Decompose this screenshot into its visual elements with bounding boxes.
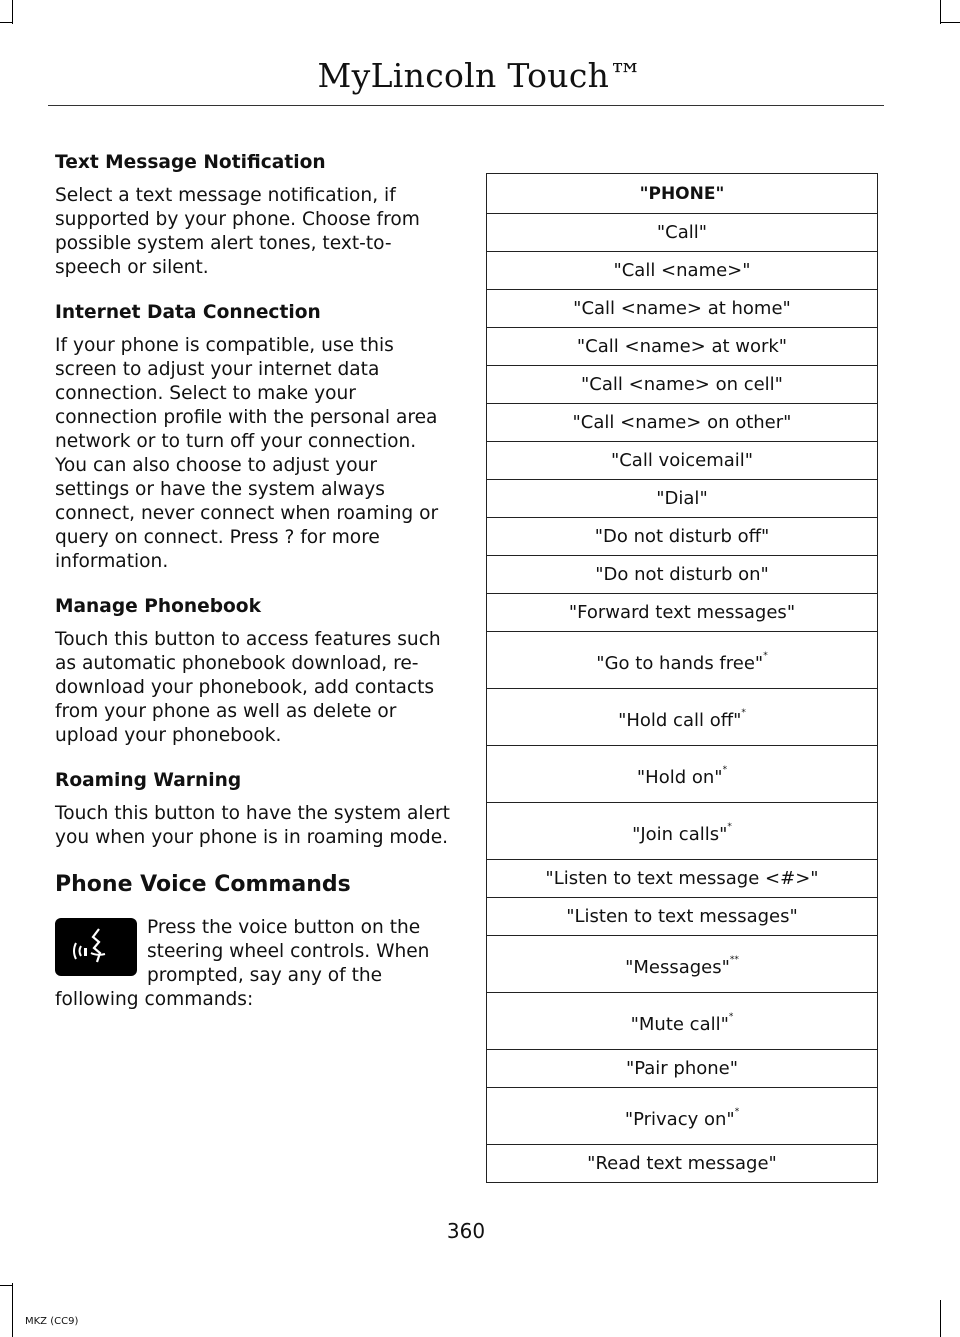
table-row (487, 328, 878, 366)
table-row (487, 518, 878, 556)
command-text: "Dial" (656, 488, 708, 509)
command-text: "Listen to text message <#>" (545, 868, 819, 889)
table-row (487, 594, 878, 632)
crop-mark (941, 22, 960, 23)
command-text: "Do not disturb on" (595, 564, 769, 585)
page-number: 360 (446, 1219, 486, 1243)
command-text: "Hold call off" (618, 709, 742, 731)
table-row (487, 480, 878, 518)
table-row (487, 936, 878, 993)
command-text: "Hold on" (636, 766, 723, 788)
footnote-mark: * (734, 1106, 740, 1117)
table-row (487, 290, 878, 328)
crop-mark (940, 1300, 941, 1337)
table-header: "PHONE" (487, 174, 878, 214)
table-row (487, 993, 878, 1050)
command-cell (487, 1050, 878, 1088)
crop-mark (12, 1283, 13, 1337)
command-cell (487, 290, 878, 328)
section-text: Select a text message notification, if supported by your phone. Choose from possible system alert tones, text-to-speech or silent. (55, 185, 420, 278)
footnote-mark: * (722, 764, 728, 775)
command-cell (487, 898, 878, 936)
command-cell (487, 480, 878, 518)
header-rule (48, 105, 884, 106)
table-row (487, 252, 878, 290)
command-text: "Call <name> on other" (572, 412, 792, 433)
table-row (487, 442, 878, 480)
command-text: "Call <name> at home" (573, 298, 791, 319)
voice-instructions (55, 916, 450, 1012)
phone-commands-table (486, 173, 878, 1183)
command-text: "Listen to text messages" (566, 906, 798, 927)
voice-command-icon (55, 918, 137, 976)
footnote-mark: * (741, 707, 746, 718)
table-row (487, 803, 878, 860)
table-row (487, 689, 878, 746)
command-cell (487, 993, 878, 1050)
footnote-mark: * (728, 1011, 734, 1022)
section-text: Touch this button to have the system alert you when your phone is in roaming mode. (55, 803, 450, 848)
page-title: MyLincoln Touch™ (317, 56, 643, 95)
command-cell (487, 689, 878, 746)
command-text: "Privacy on" (624, 1108, 735, 1130)
command-cell (487, 803, 878, 860)
command-text: "Call voicemail" (610, 450, 754, 471)
command-text: "Pair phone" (625, 1058, 739, 1079)
table-row (487, 1088, 878, 1145)
table-row (487, 404, 878, 442)
command-cell (487, 936, 878, 993)
voice-instructions-text: Press the voice button on the steering wheel controls. When prompted, say any of the following commands: (55, 917, 430, 1010)
command-cell (487, 518, 878, 556)
command-text: "Go to hands free" (596, 652, 764, 674)
table-row (487, 1145, 878, 1183)
command-cell (487, 556, 878, 594)
footer-model: MKZ (CC9) (25, 1316, 79, 1327)
section-heading: Internet Data Connection (55, 302, 321, 323)
command-cell (487, 328, 878, 366)
command-text: "Call <name> at work" (576, 336, 788, 357)
table-row (487, 860, 878, 898)
footnote-mark: * (727, 821, 732, 832)
table-row (487, 632, 878, 689)
command-cell (487, 404, 878, 442)
command-text: "Join calls" (632, 823, 728, 845)
command-cell (487, 594, 878, 632)
table-row (487, 366, 878, 404)
footnote-mark: ** (729, 954, 739, 965)
command-cell (487, 214, 878, 252)
command-cell (487, 1145, 878, 1183)
table-row (487, 556, 878, 594)
command-cell (487, 252, 878, 290)
command-text: "Messages" (625, 956, 730, 978)
command-text: "Call" (656, 222, 708, 243)
command-text: "Forward text messages" (568, 602, 796, 623)
section-text: Touch this button to access features such as automatic phonebook download, re-download your phonebook, add contacts from your phone as well as delete or upload your phonebook. (55, 629, 441, 746)
crop-mark (12, 0, 13, 24)
crop-mark (940, 0, 941, 24)
table-row (487, 214, 878, 252)
command-cell (487, 1088, 878, 1145)
command-text: "Do not disturb off" (594, 526, 770, 547)
crop-mark (0, 1285, 12, 1286)
section-heading: Roaming Warning (55, 770, 242, 791)
crop-mark (0, 22, 12, 23)
command-cell (487, 366, 878, 404)
command-cell (487, 746, 878, 803)
left-column (55, 150, 450, 1012)
command-text: "Mute call" (630, 1013, 729, 1035)
command-cell (487, 442, 878, 480)
table-row (487, 898, 878, 936)
table-row (487, 1050, 878, 1088)
command-cell (487, 860, 878, 898)
command-text: "Read text message" (587, 1153, 777, 1174)
table-row (487, 746, 878, 803)
command-text: "Call <name> on cell" (581, 374, 783, 395)
footnote-mark: * (763, 650, 768, 661)
section-heading: Text Message Notification (55, 152, 326, 173)
section-text: If your phone is compatible, use this screen to adjust your internet data connection. Select to make your connection profile with the personal area network or to turn off your connection. You can also choose to adjust your settings or have the system always connect, never connect when roaming or query on connect. Press ? for more information. (55, 335, 439, 572)
command-cell (487, 632, 878, 689)
voice-commands-heading: Phone Voice Commands (55, 872, 351, 897)
command-text: "Call <name>" (613, 260, 751, 281)
section-heading: Manage Phonebook (55, 596, 261, 617)
